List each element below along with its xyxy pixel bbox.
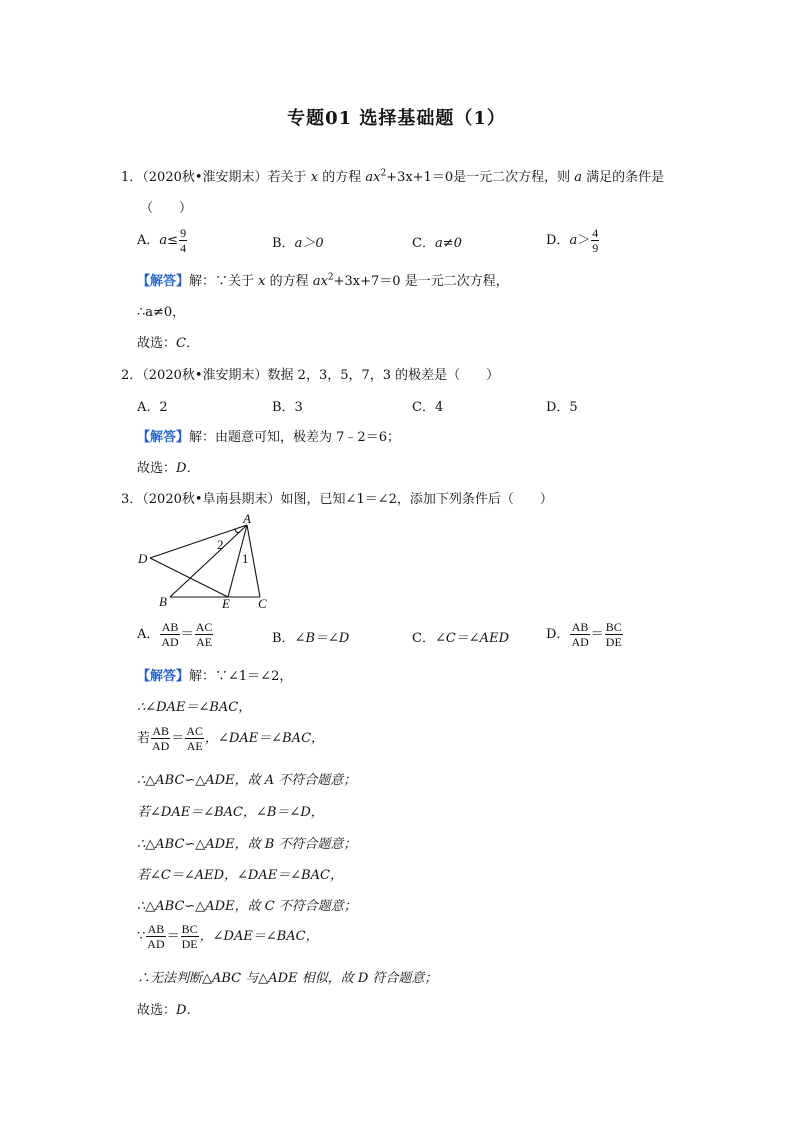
option-label: C． xyxy=(412,631,435,646)
fraction xyxy=(605,620,623,649)
question-number: 1． xyxy=(121,170,143,185)
equals-sign: ＝ xyxy=(180,627,194,642)
stem-text: 数据 2，3，5，7，3 的极差是（ ） xyxy=(267,368,500,383)
choice-line xyxy=(137,999,199,1018)
fraction xyxy=(591,226,599,255)
variable: a xyxy=(569,233,578,248)
option-d: D．5 xyxy=(546,400,578,415)
equation: +3x+7＝0 xyxy=(333,274,401,289)
triangle-figure xyxy=(130,512,280,612)
question-3-stem xyxy=(121,488,553,507)
solution-text: 若∠C＝∠AED，∠DAE＝∠BAC， xyxy=(137,868,344,883)
answer-paren: （ ） xyxy=(140,201,193,216)
option-text: a＞0 xyxy=(294,236,324,251)
fraction xyxy=(151,724,170,753)
variable: x xyxy=(258,274,266,289)
solution-line xyxy=(137,833,356,852)
solution-text: 若∠DAE＝∠BAC，∠B＝∠D， xyxy=(137,805,324,820)
question-number: 3． xyxy=(121,492,143,507)
denominator: DE xyxy=(181,937,198,951)
relation: ＞ xyxy=(577,233,591,248)
stem-text: 若关于 xyxy=(267,170,307,185)
numerator: AB xyxy=(161,620,179,634)
equation: +3x+1＝0 xyxy=(386,170,454,185)
fraction xyxy=(146,922,165,951)
numerator: AB xyxy=(152,724,170,738)
variable: a xyxy=(574,170,583,185)
solution-line xyxy=(137,724,324,753)
numerator: BC xyxy=(605,620,622,634)
solution-text: ∵ xyxy=(137,929,146,944)
variable: x xyxy=(310,170,319,185)
question-2-stem xyxy=(121,364,499,383)
option-d xyxy=(546,620,624,649)
stem-text: 的方程 xyxy=(322,170,362,185)
equals-sign: ＝ xyxy=(590,627,604,642)
point-label-b: B xyxy=(159,594,167,609)
solution-text: 解：∵关于 xyxy=(189,274,255,289)
fraction xyxy=(185,724,204,753)
option-label: B． xyxy=(272,631,295,646)
solution-line xyxy=(137,665,292,684)
solution-line: ∴a≠0， xyxy=(137,305,186,320)
denominator: AD xyxy=(152,739,170,753)
segment-ba xyxy=(170,525,247,597)
denominator: 4 xyxy=(180,241,187,255)
numerator: AC xyxy=(186,724,204,738)
question-1-stem xyxy=(121,166,664,185)
exponent: 2 xyxy=(380,168,387,179)
fraction xyxy=(179,226,187,255)
point-label-e: E xyxy=(222,596,230,611)
solution-line xyxy=(137,426,400,445)
solution-text: 解：∵∠1＝∠2， xyxy=(189,669,293,684)
numerator: 9 xyxy=(180,226,187,240)
option-a: A．2 xyxy=(137,400,168,415)
equals-sign: ＝ xyxy=(171,731,185,746)
solution-text: ，∠DAE＝∠BAC， xyxy=(205,731,325,746)
option-d xyxy=(546,226,600,255)
angle-arc xyxy=(235,529,240,533)
angle-label-2: 2 xyxy=(217,537,224,552)
exponent: 2 xyxy=(327,272,334,283)
answer-tag: 【解答】 xyxy=(137,430,190,445)
solution-text: 的方程 xyxy=(269,274,309,289)
question-source: （2020秋•淮安期末） xyxy=(142,170,268,185)
solution-line xyxy=(137,696,251,715)
angle-label-1: 1 xyxy=(242,551,249,566)
denominator: AD xyxy=(161,635,179,649)
relation: ≤ xyxy=(167,233,179,248)
solution-line xyxy=(137,801,324,820)
variable: a xyxy=(159,233,168,248)
solution-text: 解：由题意可知，极差为 7﹣2＝6； xyxy=(189,430,400,445)
denominator: 9 xyxy=(592,241,599,255)
option-label: D． xyxy=(546,233,570,248)
option-text: ∠C＝∠AED xyxy=(434,631,509,646)
choice-answer: C． xyxy=(176,336,199,351)
option-b: B．3 xyxy=(272,400,303,415)
choice-label: 故选： xyxy=(137,336,177,351)
option-b xyxy=(272,627,349,646)
option-label: B． xyxy=(272,236,295,251)
option-label: A． xyxy=(137,627,160,642)
equation: ax xyxy=(365,170,381,185)
equation: ax xyxy=(312,274,328,289)
option-text: ∠B＝∠D xyxy=(294,631,350,646)
option-a xyxy=(137,226,188,255)
fraction xyxy=(181,922,199,951)
option-c xyxy=(412,232,462,251)
solution-text: ∴无法判断△ABC 与△ADE 相似，故 D 符合题意； xyxy=(137,971,438,986)
choice-label: 故选： xyxy=(137,461,177,476)
choice-answer: D． xyxy=(176,461,200,476)
option-label: C． xyxy=(412,236,435,251)
stem-text: 满足的条件是 xyxy=(586,170,665,185)
option-text: a≠0 xyxy=(434,236,462,251)
solution-line xyxy=(137,895,357,914)
denominator: AD xyxy=(147,937,165,951)
denominator: AE xyxy=(196,635,213,649)
option-b xyxy=(272,232,324,251)
option-label: A． xyxy=(137,233,160,248)
point-label-d: D xyxy=(138,551,148,566)
denominator: AE xyxy=(186,739,203,753)
fraction xyxy=(570,620,589,649)
fraction xyxy=(195,620,214,649)
segment-ac xyxy=(247,525,260,597)
point-label-a: A xyxy=(243,512,251,526)
solution-text: 若 xyxy=(137,731,151,746)
solution-line xyxy=(137,864,343,883)
denominator: DE xyxy=(605,635,622,649)
numerator: 4 xyxy=(592,226,599,240)
solution-text: 是一元二次方程， xyxy=(404,274,509,289)
question-number: 2． xyxy=(121,368,143,383)
stem-text: 如图，已知∠1＝∠2，添加下列条件后（ ） xyxy=(280,492,553,507)
choice-label: 故选： xyxy=(137,1003,177,1018)
question-source: （2020秋•淮安期末） xyxy=(142,368,268,383)
choice-line xyxy=(137,457,199,476)
solution-line xyxy=(137,769,356,788)
equals-sign: ＝ xyxy=(166,929,180,944)
solution-line xyxy=(137,967,437,986)
numerator: AC xyxy=(195,620,213,634)
option-label: D． xyxy=(546,627,570,642)
answer-tag: 【解答】 xyxy=(137,274,190,289)
solution-text: ，∠DAE＝∠BAC， xyxy=(199,929,319,944)
solution-line xyxy=(137,270,509,289)
fraction xyxy=(160,620,179,649)
choice-answer: D． xyxy=(176,1003,200,1018)
option-a xyxy=(137,620,214,649)
question-source: （2020秋•阜南县期末） xyxy=(142,492,281,507)
segment-de xyxy=(150,558,228,597)
option-c: C．4 xyxy=(412,400,444,415)
point-label-c: C xyxy=(258,596,267,611)
solution-text: ∴△ABC∽△ADE，故 A 不符合题意； xyxy=(137,773,357,788)
solution-text: ∴∠DAE＝∠BAC， xyxy=(137,700,252,715)
numerator: AB xyxy=(147,922,165,936)
denominator: AD xyxy=(571,635,589,649)
solution-line xyxy=(137,922,319,951)
stem-text: 是一元二次方程，则 xyxy=(453,170,571,185)
answer-tag: 【解答】 xyxy=(137,669,190,684)
option-c xyxy=(412,627,509,646)
solution-text: ∴△ABC∽△ADE，故 C 不符合题意； xyxy=(137,899,357,914)
numerator: AB xyxy=(571,620,589,634)
solution-text: ∴△ABC∽△ADE，故 B 不符合题意； xyxy=(137,837,357,852)
choice-line xyxy=(137,332,199,351)
numerator: BC xyxy=(181,922,198,936)
segment-da xyxy=(150,525,247,558)
page-title: 专题01 选择基础题（1） xyxy=(287,108,506,129)
